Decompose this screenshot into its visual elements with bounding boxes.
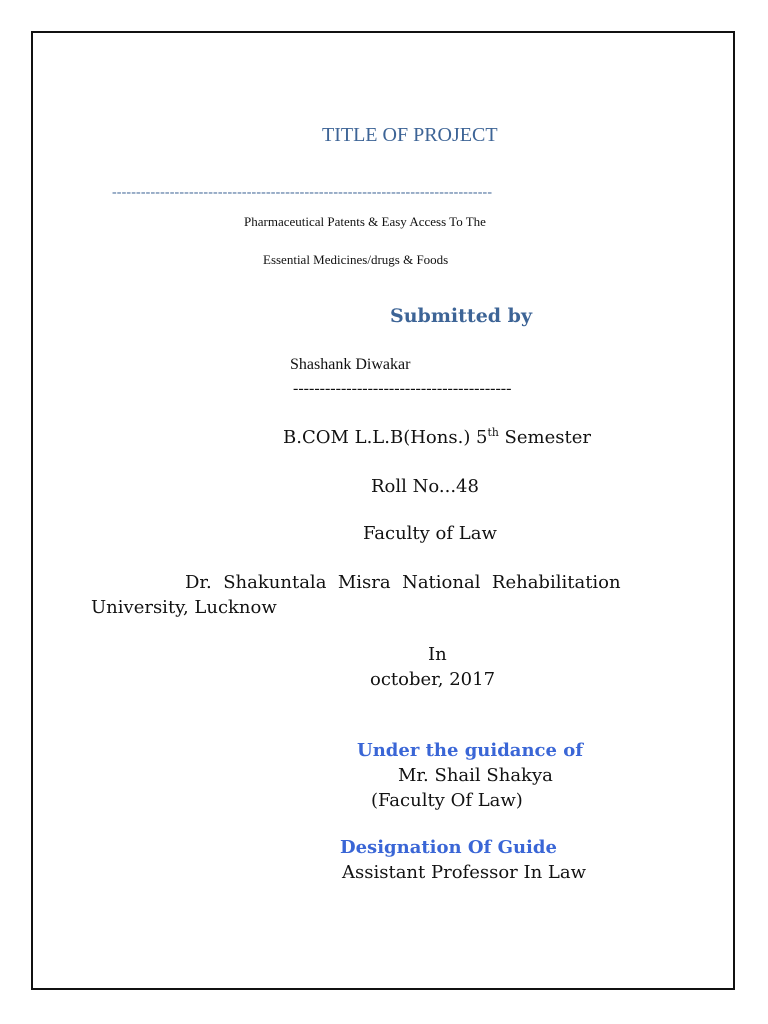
- student-name-underline: -----------------------------------------: [293, 380, 512, 397]
- university-line-1: Dr. Shakuntala Misra National Rehabilitation: [185, 572, 621, 593]
- project-title-heading: TITLE OF PROJECT: [322, 124, 498, 146]
- course-text: B.COM L.L.B(Hons.) 5: [283, 427, 488, 448]
- guide-designation: Assistant Professor In Law: [342, 862, 587, 883]
- faculty-name: Faculty of Law: [363, 523, 497, 544]
- roll-number: Roll No...48: [371, 476, 479, 497]
- project-name-line-1: Pharmaceutical Patents & Easy Access To The: [244, 214, 486, 229]
- guide-name: Mr. Shail Shakya: [398, 765, 553, 786]
- guide-faculty: (Faculty Of Law): [371, 790, 523, 811]
- title-divider: -------------------------------------------------------------------------------: [112, 185, 493, 200]
- student-name: Shashank Diwakar: [290, 356, 411, 373]
- submitted-by-heading: Submitted by: [390, 305, 533, 327]
- project-name-line-2: Essential Medicines/drugs & Foods: [263, 252, 449, 267]
- in-label: In: [428, 644, 447, 665]
- designation-heading: Designation Of Guide: [340, 837, 557, 858]
- guidance-heading: Under the guidance of: [357, 740, 583, 761]
- course-ordinal: th: [487, 426, 499, 439]
- submission-date: october, 2017: [370, 669, 496, 690]
- course-semester: [283, 427, 591, 448]
- university-line-2: University, Lucknow: [91, 597, 277, 618]
- semester-text: Semester: [498, 427, 591, 448]
